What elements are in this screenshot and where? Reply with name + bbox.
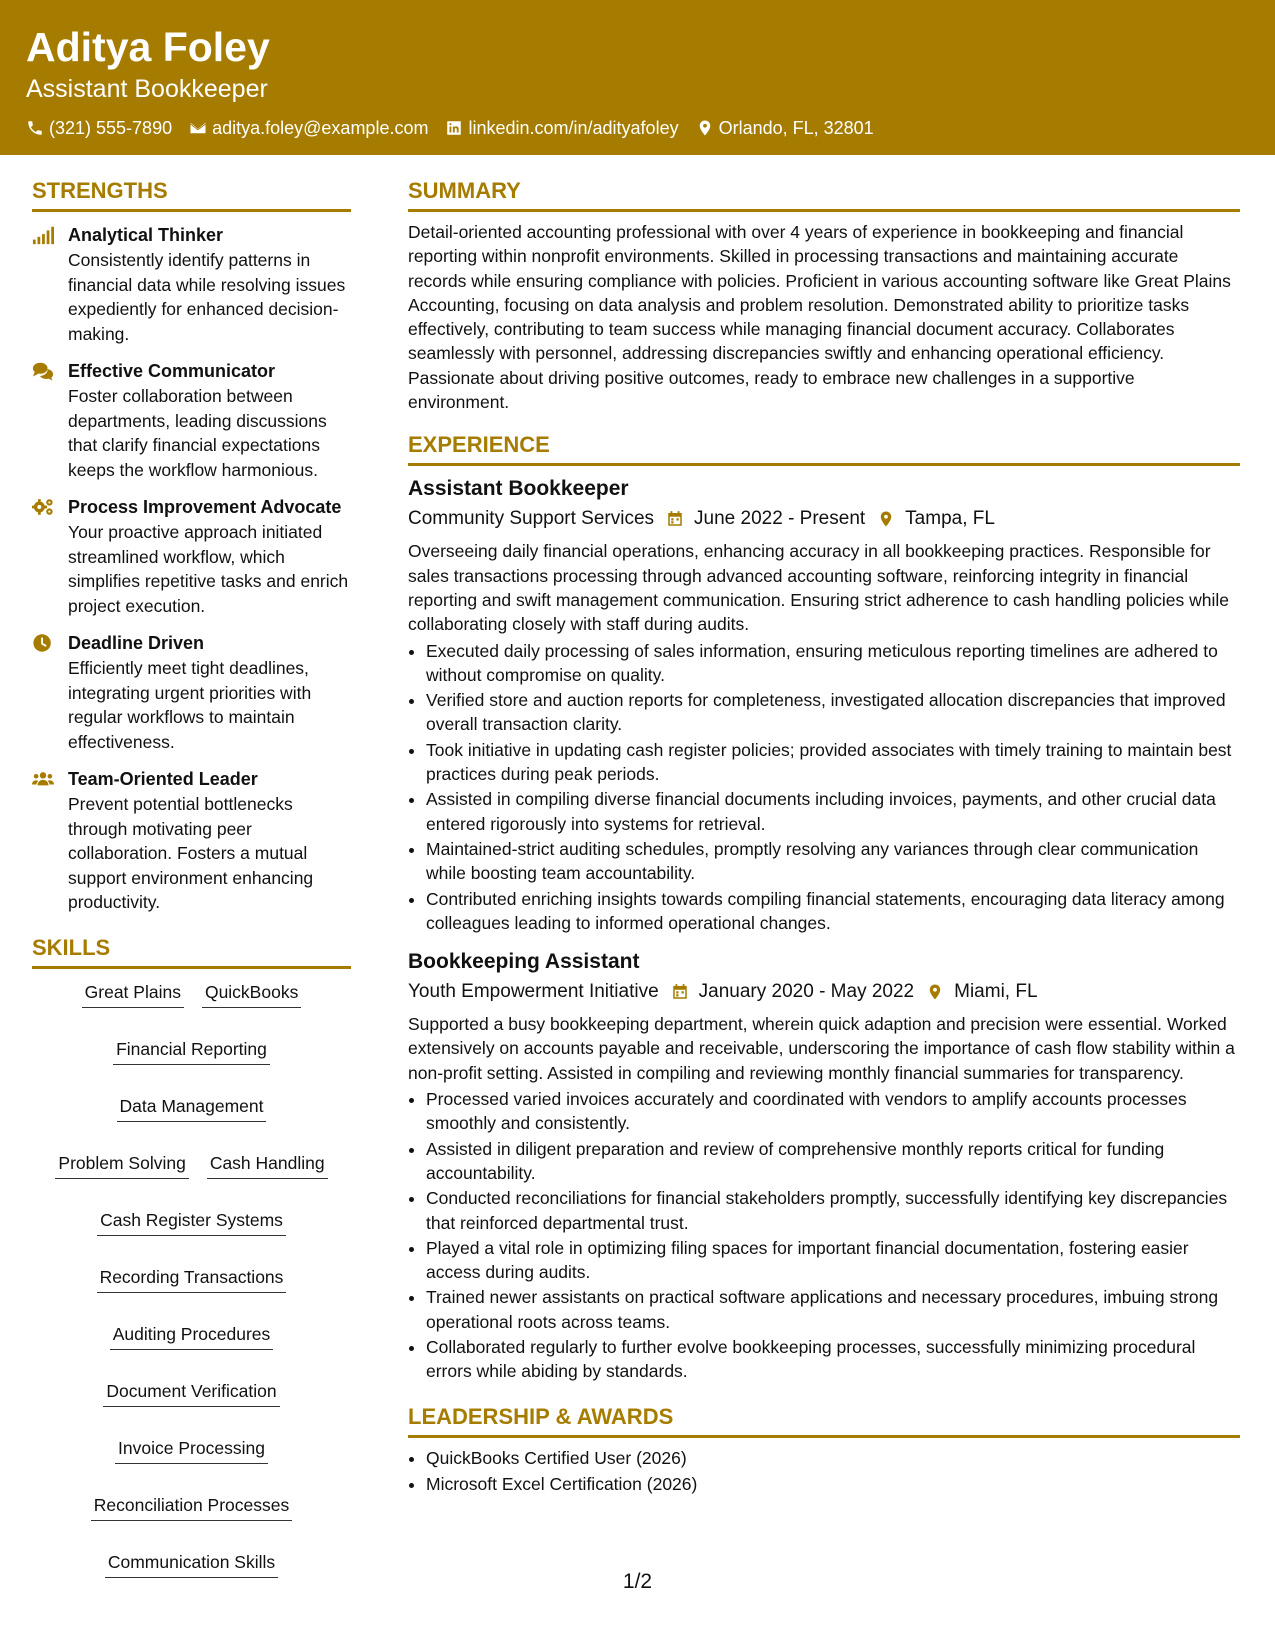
envelope-icon	[189, 119, 207, 137]
job-location: Miami, FL	[954, 981, 1038, 1003]
strength-desc: Your proactive approach initiated streamlined workflow, which simplifies repetitive tasks and enrich project execution.	[68, 522, 349, 616]
experience-heading: EXPERIENCE	[408, 430, 1240, 466]
list-item: • Microsoft Excel Certification (2026)	[426, 1472, 1240, 1496]
job-dates: June 2022 - Present	[694, 508, 866, 530]
list-item: • Contributed enriching insights towards compiling financial statements, encouraging data literacy among colleagues leading to informed operational changes.	[426, 887, 1240, 936]
job-meta	[408, 505, 1240, 533]
strength-title: Deadline Driven	[68, 633, 205, 653]
left-column	[32, 176, 351, 1578]
job-bullets	[408, 639, 1240, 936]
strength-item	[32, 494, 351, 618]
strength-item	[32, 358, 351, 482]
skill-tag: Auditing Procedures	[110, 1321, 274, 1350]
strengths-heading: STRENGTHS	[32, 176, 351, 212]
job-meta	[408, 978, 1240, 1006]
map-pin-icon	[696, 119, 714, 137]
list-item: • Conducted reconciliations for financial stakeholders promptly, successfully identifying key discrepancies that reinforced departmental trust.	[426, 1186, 1240, 1235]
right-column	[408, 176, 1240, 1498]
strength-desc: Efficiently meet tight deadlines, integrating urgent priorities with regular workflows to maintain effectiveness.	[68, 658, 312, 752]
calendar-icon	[671, 983, 689, 1001]
list-item: • Maintained-strict auditing schedules, promptly resolving any variances through clear communication while boosting team accountability.	[426, 837, 1240, 886]
contact-linkedin-text: linkedin.com/in/adityafoley	[468, 118, 679, 138]
list-item: • QuickBooks Certified User (2026)	[426, 1446, 1240, 1470]
strength-item	[32, 766, 351, 915]
list-item: • Processed varied invoices accurately and coordinated with vendors to amplify accounts processes smoothly and consistently.	[426, 1087, 1240, 1136]
list-item: • Executed daily processing of sales information, ensuring meticulous reporting timelines are adhered to without compromise on quality.	[426, 639, 1240, 688]
skill-tag: Invoice Processing	[115, 1435, 268, 1464]
phone-icon	[26, 119, 44, 137]
job-entry	[408, 474, 1240, 935]
list-item: • Assisted in diligent preparation and review of comprehensive monthly reports critical for funding accountability.	[426, 1137, 1240, 1186]
skills-heading: SKILLS	[32, 933, 351, 969]
awards-list	[408, 1446, 1240, 1497]
job-company: Youth Empowerment Initiative	[408, 981, 659, 1003]
strength-title: Analytical Thinker	[68, 225, 224, 245]
candidate-role: Assistant Bookkeeper	[26, 75, 268, 103]
skills-list	[32, 979, 351, 1578]
linkedin-icon	[445, 119, 463, 137]
contact-linkedin[interactable]	[445, 116, 678, 140]
strength-title: Process Improvement Advocate	[68, 497, 342, 517]
summary-text: Detail-oriented accounting professional with over 4 years of experience in bookkeeping and financial reporting within nonprofit environments. Skilled in processing transactions and maintaining accurate records while ensuring compliance with policies. Proficient in various accounting software like Great Plains Accounting, focusing on data analysis and problem resolution. Demonstrated ability to prioritize tasks effectively, contributing to team success while managing financial document accuracy. Collaborates seamlessly with personnel, addressing discrepancies swiftly and enhancing operational efficiency. Passionate about driving positive outcomes, ready to embrace new challenges in a supportive environment.	[408, 222, 1231, 413]
skill-tag: Reconciliation Processes	[91, 1492, 293, 1521]
header-banner	[0, 0, 1275, 155]
contact-bar	[26, 116, 1249, 140]
job-dates: January 2020 - May 2022	[698, 981, 915, 1003]
contact-email[interactable]	[189, 116, 428, 140]
skill-tag: Recording Transactions	[97, 1264, 287, 1293]
list-item: • Trained newer assistants on practical software applications and necessary procedures, imbuing strong operational roots across teams.	[426, 1285, 1240, 1334]
signal-bars-icon	[32, 225, 54, 245]
skill-tag: Problem Solving	[55, 1150, 188, 1179]
skill-tag: QuickBooks	[202, 979, 301, 1008]
map-pin-icon	[926, 983, 944, 1001]
list-item: • Played a vital role in optimizing filing spaces for important financial documentation, fostering easier access during audits.	[426, 1236, 1240, 1285]
job-title: Bookkeeping Assistant	[408, 950, 640, 974]
skill-tag: Cash Register Systems	[97, 1207, 286, 1236]
list-item: • Assisted in compiling diverse financial documents including invoices, payments, and other crucial data entered rigorously into systems for retrieval.	[426, 787, 1240, 836]
contact-phone-text: (321) 555-7890	[49, 118, 173, 138]
strength-item	[32, 222, 351, 346]
calendar-icon	[666, 510, 684, 528]
strengths-list	[32, 222, 351, 915]
users-icon	[32, 769, 54, 789]
skill-tag: Communication Skills	[105, 1549, 278, 1578]
job-title: Assistant Bookkeeper	[408, 477, 629, 501]
skill-tag: Cash Handling	[207, 1150, 328, 1179]
job-company: Community Support Services	[408, 508, 655, 530]
skill-tag: Document Verification	[103, 1378, 279, 1407]
map-pin-icon	[877, 510, 895, 528]
summary-heading: SUMMARY	[408, 176, 1240, 212]
contact-location-text: Orlando, FL, 32801	[718, 118, 874, 138]
gears-icon	[32, 497, 54, 517]
job-location: Tampa, FL	[905, 508, 995, 530]
awards-heading: LEADERSHIP & AWARDS	[408, 1402, 1240, 1438]
skill-tag: Data Management	[117, 1093, 267, 1122]
strength-desc: Prevent potential bottlenecks through motivating peer collaboration. Fosters a mutual support environment enhancing productivity.	[68, 794, 314, 912]
list-item: • Collaborated regularly to further evolve bookkeeping processes, successfully minimizing procedural errors while abiding by standards.	[426, 1335, 1240, 1384]
job-description: Overseeing daily financial operations, enhancing accuracy in all bookkeeping practices. Responsible for sales transactions processing through advanced accounting software, reinforcing integrity in financial reporting and swift management communication. Ensuring strict adherence to cash handling policies while collaborating closely with staff during audits.	[408, 541, 1229, 635]
job-bullets	[408, 1087, 1240, 1384]
strength-desc: Foster collaboration between departments, leading discussions that clarify financial expectations keeps the workflow harmonious.	[68, 386, 327, 480]
list-item: • Verified store and auction reports for completeness, investigated allocation discrepancies that improved overall transaction clarity.	[426, 688, 1240, 737]
page-number: 1/2	[622, 1570, 653, 1593]
strength-desc: Consistently identify patterns in financial data while resolving issues expediently for enhanced decision-making.	[68, 250, 346, 344]
chat-bubbles-icon	[32, 361, 54, 381]
contact-phone[interactable]	[26, 116, 172, 140]
strength-title: Effective Communicator	[68, 361, 276, 381]
job-entry	[408, 947, 1240, 1383]
skill-tag: Financial Reporting	[113, 1036, 270, 1065]
list-item: • Took initiative in updating cash register policies; provided associates with timely training to maintain best practices during peak periods.	[426, 738, 1240, 787]
strength-title: Team-Oriented Leader	[68, 769, 258, 789]
candidate-name: Aditya Foley	[26, 24, 270, 70]
clock-icon	[32, 633, 54, 653]
contact-location	[696, 116, 874, 140]
skill-tag: Great Plains	[82, 979, 184, 1008]
contact-email-text: aditya.foley@example.com	[212, 118, 429, 138]
job-description: Supported a busy bookkeeping department, wherein quick adaption and precision were essential. Worked extensively on accounts payable and receivable, underscoring the importance of cash flow stability within a non-profit setting. Assisted in compiling and reviewing monthly financial summaries for transparency.	[408, 1014, 1235, 1083]
strength-item	[32, 630, 351, 754]
